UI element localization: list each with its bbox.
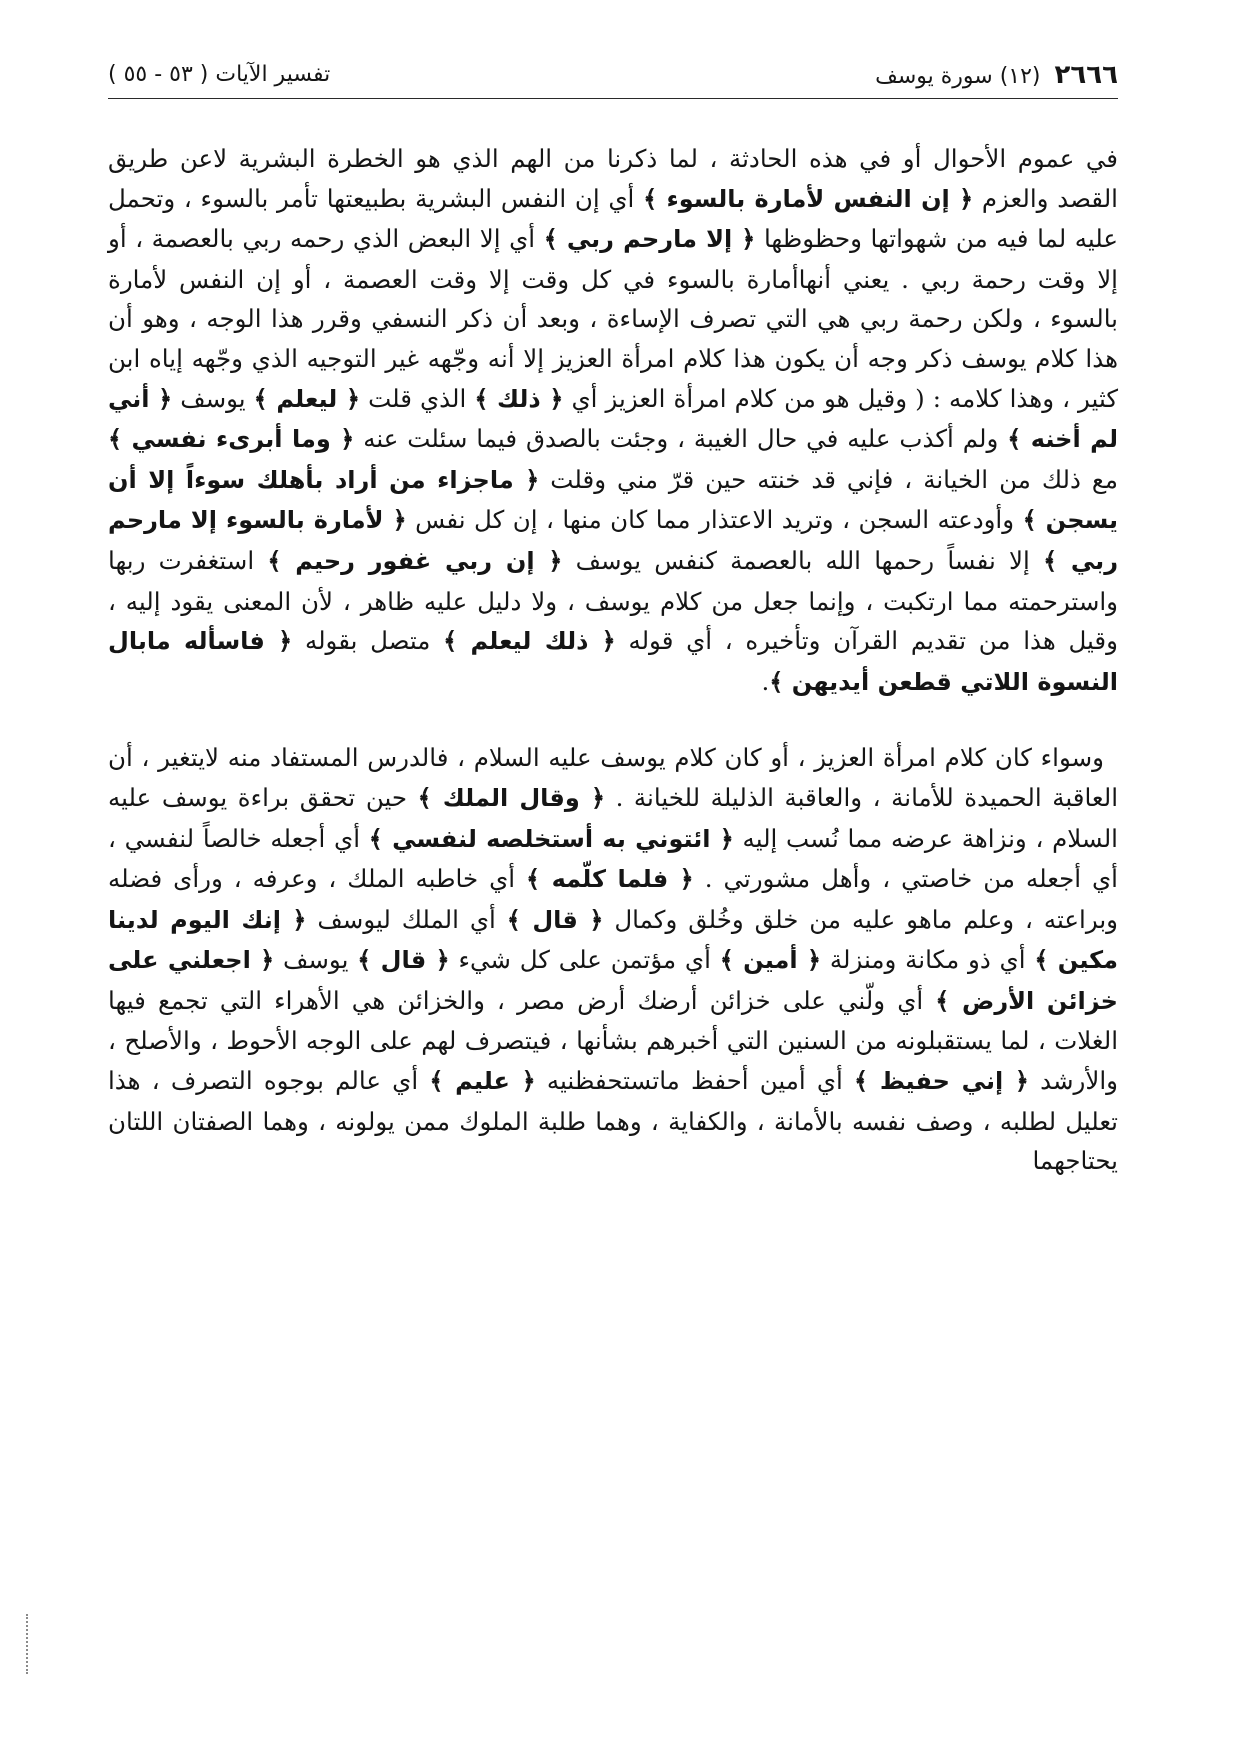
quran-quote: ﴿ ائتوني به أستخلصه لنفسي ﴾: [368, 824, 734, 853]
quran-quote: ﴿ وما أبرىء نفسي ﴾: [108, 425, 355, 454]
text-fragment: أي ذو مكانة ومنزلة: [821, 945, 1035, 975]
quran-quote: ﴿ إني حفيظ ﴾: [854, 1067, 1029, 1096]
text-fragment: أي إلا البعض الذي رحمه ربي بالعصمة ، أو إلا وقت رحمة ربي . يعني أنهاأمارة بالسوء في كل وقت إلا وقت العصمة ، أو إن النفس لأمارة بالسوء ، ولكن رحمة ربي هي التي تصرف الإساءة ، وبعد أن ذكر النسفي وقرر هذا الوجه ، وهو أن هذا كلام يوسف ذكر وجه أن يكون هذا كلام امرأة العزيز إلا أنه وجّهه غير التوجيه الذي وجّهه إياه ابن كثير ، وهذا كلامه : ( وقيل هو من كلام امرأة العزيز أي: [108, 224, 1119, 413]
text-fragment: أي أمين أحفظ ماتستحفظنيه: [535, 1066, 855, 1096]
paragraph: [108, 738, 1118, 1181]
quran-quote: ﴿ إن النفس لأمارة بالسوء ﴾: [643, 184, 974, 213]
quran-quote: ﴿ ليعلم ﴾: [253, 384, 361, 413]
quran-quote: ﴿ إنك اليوم لدينا مكين ﴾: [108, 905, 1118, 975]
quran-quote: ﴿ لأمارة بالسوء إلا مارحم ربي ﴾: [108, 506, 1119, 575]
quran-quote: ﴿ ذلك ﴾: [474, 384, 564, 413]
quran-quote: ﴿ إن ربي غفور رحيم ﴾: [267, 546, 563, 575]
chapter-title: (١٢) سورة يوسف: [875, 64, 1041, 89]
quran-quote: ﴿ قال ﴾: [506, 905, 604, 934]
text-fragment: إلا نفساً رحمها الله بالعصمة كنفس يوسف: [562, 545, 1044, 575]
text-fragment: أي مؤتمن على كل شيء: [449, 945, 720, 975]
document-page: [108, 52, 1118, 1712]
quran-quote: ﴿ أمين ﴾: [719, 946, 822, 975]
text-fragment: يوسف: [274, 945, 358, 975]
text-fragment: في عموم الأحوال أو في هذه الحادثة ، لما ذكرنا من الهم الذي هو الخطرة البشرية لاعن طريق القصد والعزم: [108, 144, 1118, 213]
text-fragment: استغفرت ربها واسترحمته مما ارتكبت ، وإنما جعل من كلام يوسف ، ولا دليل عليه ظاهر ، لأن المعنى يقود إليه ، وقيل هذا من تقديم القرآن وتأخيره ، أي قوله: [108, 545, 1118, 656]
text-fragment: أي خاطبه الملك ، وعرفه ، ورأى فضله وبراعته ، وعلم ماهو عليه من خلق وخُلق وكمال: [108, 864, 1118, 934]
paragraph: [108, 139, 1118, 702]
quran-quote: ﴿ أني لم أخنه ﴾: [108, 384, 1118, 454]
running-header: [108, 52, 1118, 99]
header-right: [875, 52, 1118, 100]
text-fragment: أي أجعله خالصاً لنفسي ، أي أجعله من خاصتي ، وأهل مشورتي .: [108, 823, 1118, 894]
margin-mark: [26, 1614, 38, 1674]
text-fragment: يوسف: [172, 383, 254, 413]
text-fragment: .: [761, 666, 770, 696]
quran-quote: ﴿ فاسأله مابال النسوة اللاتي قطعن أيديهن ﴾: [108, 627, 1118, 696]
text-fragment: أي ولّني على خزائن أرضك أرض مصر ، والخزائن هي الأهراء التي تجمع فيها الغلات ، لما يستقبلونه من السنين التي أخبرهم بشأنها ، فيتصرف لهم على الوجه الأحوط ، والأصلح ، والأرشد: [108, 985, 1118, 1096]
text-fragment: مع ذلك من الخيانة ، فإني قد خنته حين قرّ مني وقلت: [539, 464, 1119, 494]
text-fragment: وأودعته السجن ، وتريد الاعتذار مما كان منها ، إن كل نفس: [406, 505, 1023, 535]
text-fragment: أي إن النفس البشرية بطبيعتها تأمر بالسوء ، وتحمل عليه لما فيه من شهواتها وحظوظها: [108, 183, 1118, 254]
quran-quote: ﴿ قال ﴾: [357, 946, 450, 975]
quran-quote: ﴿ ماجزاء من أراد بأهلك سوءاً إلا أن يسجن ﴾: [108, 465, 1118, 535]
quran-quote: ﴿ إلا مارحم ربي ﴾: [543, 225, 756, 254]
text-fragment: حين تحقق براءة يوسف عليه السلام ، ونزاهة عرضه مما نُسب إليه: [108, 782, 1118, 853]
text-fragment: الذي قلت: [360, 383, 475, 413]
page-number: ٢٦٦٦: [1054, 60, 1118, 90]
quran-quote: ﴿ عليم ﴾: [429, 1067, 536, 1096]
quran-quote: ﴿ اجعلني على خزائن الأرض ﴾: [108, 946, 1118, 1015]
text-fragment: وسواء كان كلام امرأة العزيز ، أو كان كلام يوسف عليه السلام ، فالدرس المستفاد منه لايتغير ، أن العاقبة الحميدة للأمانة ، والعاقبة الذليلة للخيانة .: [108, 743, 1118, 812]
quran-quote: ﴿ فلما كلّمه ﴾: [526, 865, 694, 894]
text-fragment: ولم أكذب عليه في حال الغيبة ، وجئت بالصدق فيما سئلت عنه: [354, 424, 1008, 454]
text-fragment: أي الملك ليوسف: [306, 904, 507, 934]
text-fragment: أي عالم بوجوه التصرف ، هذا تعليل لطلبه ، وصف نفسه بالأمانة ، والكفاية ، وهما طلبة الملوك ممن يولونه ، وهما الصفتان اللتان يحتاجهما: [108, 1066, 1118, 1176]
text-fragment: متصل بقوله: [292, 626, 444, 656]
section-title: تفسير الآيات ( ٥٣ - ٥٥ ): [108, 62, 331, 87]
quran-quote: ﴿ وقال الملك ﴾: [417, 783, 606, 812]
quran-quote: ﴿ ذلك ليعلم ﴾: [443, 627, 616, 656]
